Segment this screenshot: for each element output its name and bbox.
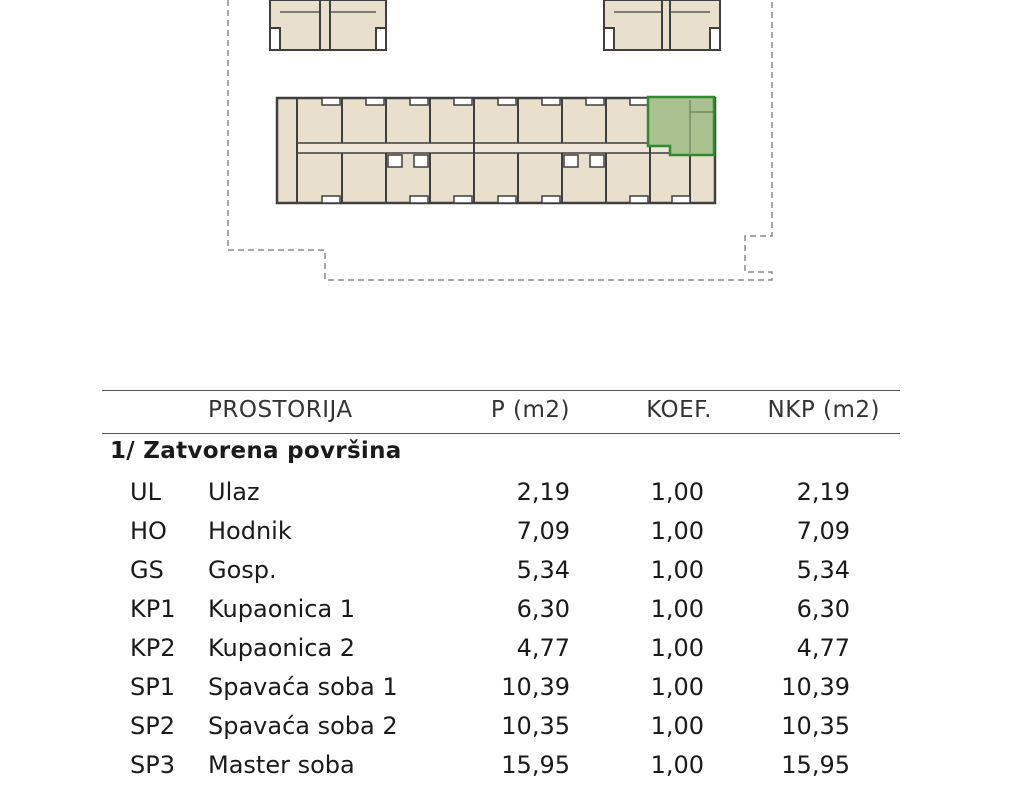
room-coef: 1,00 [650, 712, 704, 740]
area-table [102, 390, 900, 786]
building-main [277, 97, 715, 203]
room-coef: 1,00 [650, 634, 704, 662]
room-net-area: 2,19 [796, 478, 850, 506]
table-row [102, 669, 900, 708]
room-name: Hodnik [208, 517, 292, 545]
room-net-area: 5,34 [796, 556, 850, 584]
table-row [102, 591, 900, 630]
room-code: GS [130, 556, 164, 584]
site-plan [0, 0, 1024, 300]
room-area: 15,95 [501, 751, 570, 779]
section-title-row [102, 434, 900, 474]
room-net-area: 6,30 [796, 595, 850, 623]
highlighted-apartment [648, 97, 714, 155]
room-net-area: 10,39 [781, 673, 850, 701]
room-name: Master soba [208, 751, 355, 779]
room-code: SP2 [130, 712, 175, 740]
room-area: 10,39 [501, 673, 570, 701]
room-name: Gosp. [208, 556, 277, 584]
room-area: 5,34 [516, 556, 570, 584]
room-area: 2,19 [516, 478, 570, 506]
room-name: Spavaća soba 2 [208, 712, 398, 740]
room-net-area: 10,35 [781, 712, 850, 740]
room-area: 4,77 [516, 634, 570, 662]
table-row [102, 747, 900, 786]
header-coef: KOEF. [646, 397, 712, 423]
table-row [102, 552, 900, 591]
header-net: NKP (m2) [767, 397, 880, 423]
room-code: SP1 [130, 673, 175, 701]
table-row [102, 630, 900, 669]
room-net-area: 15,95 [781, 751, 850, 779]
section-title: 1/ Zatvorena površina [110, 438, 402, 464]
table-header [102, 391, 900, 433]
room-code: HO [130, 517, 167, 545]
room-name: Kupaonica 1 [208, 595, 356, 623]
room-coef: 1,00 [650, 556, 704, 584]
room-area: 7,09 [516, 517, 570, 545]
room-code: KP2 [130, 634, 176, 662]
room-coef: 1,00 [650, 751, 704, 779]
table-row [102, 474, 900, 513]
building-north-west [270, 0, 386, 50]
header-room: PROSTORIJA [208, 397, 353, 423]
room-area: 10,35 [501, 712, 570, 740]
room-name: Ulaz [208, 478, 260, 506]
room-name: Spavaća soba 1 [208, 673, 398, 701]
building-north-east [604, 0, 720, 50]
table-row [102, 513, 900, 552]
header-area: P (m2) [490, 397, 570, 423]
room-net-area: 4,77 [796, 634, 850, 662]
room-code: KP1 [130, 595, 176, 623]
room-coef: 1,00 [650, 673, 704, 701]
room-code: SP3 [130, 751, 175, 779]
room-coef: 1,00 [650, 478, 704, 506]
table-row [102, 708, 900, 747]
room-name: Kupaonica 2 [208, 634, 356, 662]
room-net-area: 7,09 [796, 517, 850, 545]
room-coef: 1,00 [650, 595, 704, 623]
room-area: 6,30 [516, 595, 570, 623]
room-code: UL [130, 478, 161, 506]
room-coef: 1,00 [650, 517, 704, 545]
